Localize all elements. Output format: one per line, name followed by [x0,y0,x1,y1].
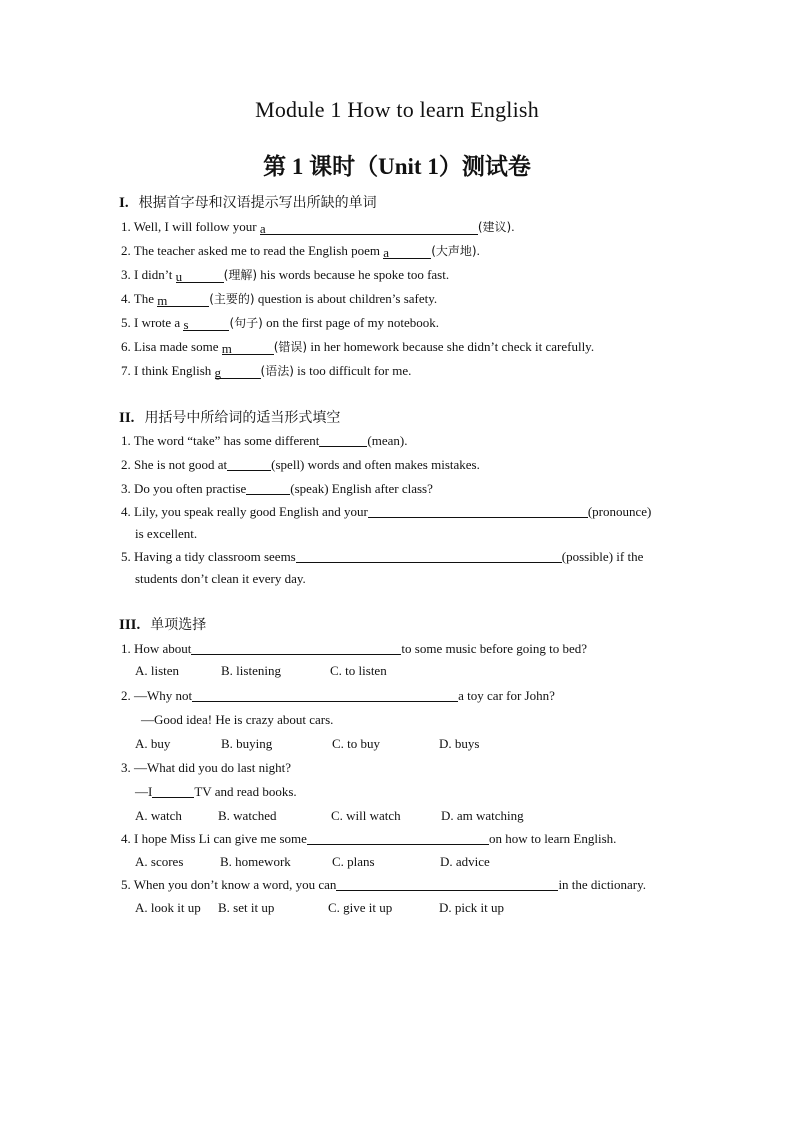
section-2-heading [119,407,340,427]
option-a[interactable]: A. buy [135,736,171,751]
answer-blank[interactable] [296,549,562,563]
answer-blank[interactable] [319,433,367,447]
option-d[interactable]: D. am watching [441,808,524,823]
list-item: 1. Well, I will follow your a (建议). [121,219,515,236]
answer-blank[interactable] [246,481,290,495]
list-item: 1. The word “take” has some different (mean). [121,433,408,448]
list-item: 2. The teacher asked me to read the English poem a (大声地). [121,243,480,260]
question-3: 3. —What did you do last night? [121,760,292,775]
section-3-heading [119,614,206,634]
option-d[interactable]: D. buys [439,736,480,751]
option-b[interactable]: B. homework [220,854,291,869]
answer-blank[interactable]: m [222,341,274,355]
section-number: II. [119,410,135,426]
answer-blank[interactable]: s [183,317,229,331]
option-c[interactable]: C. give it up [328,900,393,915]
list-item: 4. Lily, you speak really good English and your (pronounce) [121,504,652,519]
option-b[interactable]: B. buying [221,736,273,751]
list-item: 6. Lisa made some m (错误) in her homework because she didn’t check it carefully. [121,339,595,356]
list-item: 2. She is not good at (spell) words and often makes mistakes. [121,457,480,472]
question-1: 1. How about to some music before going to bed? [121,641,587,656]
section-1-heading [119,192,377,212]
option-b[interactable]: B. set it up [218,900,275,915]
option-a[interactable]: A. watch [135,808,182,823]
question-2-reply: —Good idea! He is crazy about cars. [141,712,334,727]
answer-blank[interactable]: a [383,245,431,259]
page-subtitle: 第 1 课时（Unit 1）测试卷 [263,154,531,179]
answer-blank[interactable]: u [176,269,224,283]
answer-blank[interactable] [192,688,458,702]
list-item: 3. Do you often practise (speak) English after class? [121,481,433,496]
list-item: 5. Having a tidy classroom seems (possible) if the [121,549,644,564]
answer-blank[interactable] [191,641,401,655]
section-title: 单项选择 [150,617,207,633]
answer-blank[interactable]: a [260,221,478,235]
answer-blank[interactable] [368,504,588,518]
answer-blank[interactable]: g [215,365,261,379]
option-d[interactable]: D. advice [440,854,490,869]
section-title: 根据首字母和汉语提示写出所缺的单词 [138,195,377,211]
option-c[interactable]: C. will watch [331,808,401,823]
list-item: 5. I wrote a s (句子) on the first page of my notebook. [121,315,440,332]
answer-blank[interactable] [336,877,558,891]
option-d[interactable]: D. pick it up [439,900,504,915]
list-item: 3. I didn’t u (理解) his words because he spoke too fast. [121,267,450,284]
page-title: Module 1 How to learn English [255,97,539,122]
option-b[interactable]: B. listening [221,663,281,678]
section-title: 用括号中所给词的适当形式填空 [144,410,341,426]
question-2: 2. —Why not a toy car for John? [121,688,555,703]
option-c[interactable]: C. to listen [330,663,387,678]
option-b[interactable]: B. watched [218,808,277,823]
list-item: 7. I think English g (语法) is too difficult for me. [121,363,412,380]
answer-blank[interactable] [227,457,271,471]
question-5: 5. When you don’t know a word, you can in the dictionary. [121,877,647,892]
option-a[interactable]: A. look it up [135,900,201,915]
section-number: I. [119,195,129,211]
question-4: 4. I hope Miss Li can give me some on how to learn English. [121,831,617,846]
answer-blank[interactable]: m [157,293,209,307]
answer-blank[interactable] [152,784,194,798]
option-a[interactable]: A. listen [135,663,180,678]
question-3-response: —I TV and read books. [135,784,297,799]
list-item-continuation: is excellent. [135,526,198,541]
list-item: 4. The m (主要的) question is about children’s safety. [121,291,438,308]
option-c[interactable]: C. to buy [332,736,381,751]
option-a[interactable]: A. scores [135,854,184,869]
section-number: III. [119,617,141,633]
list-item-continuation: students don’t clean it every day. [135,571,306,586]
option-c[interactable]: C. plans [332,854,375,869]
answer-blank[interactable] [307,831,489,845]
